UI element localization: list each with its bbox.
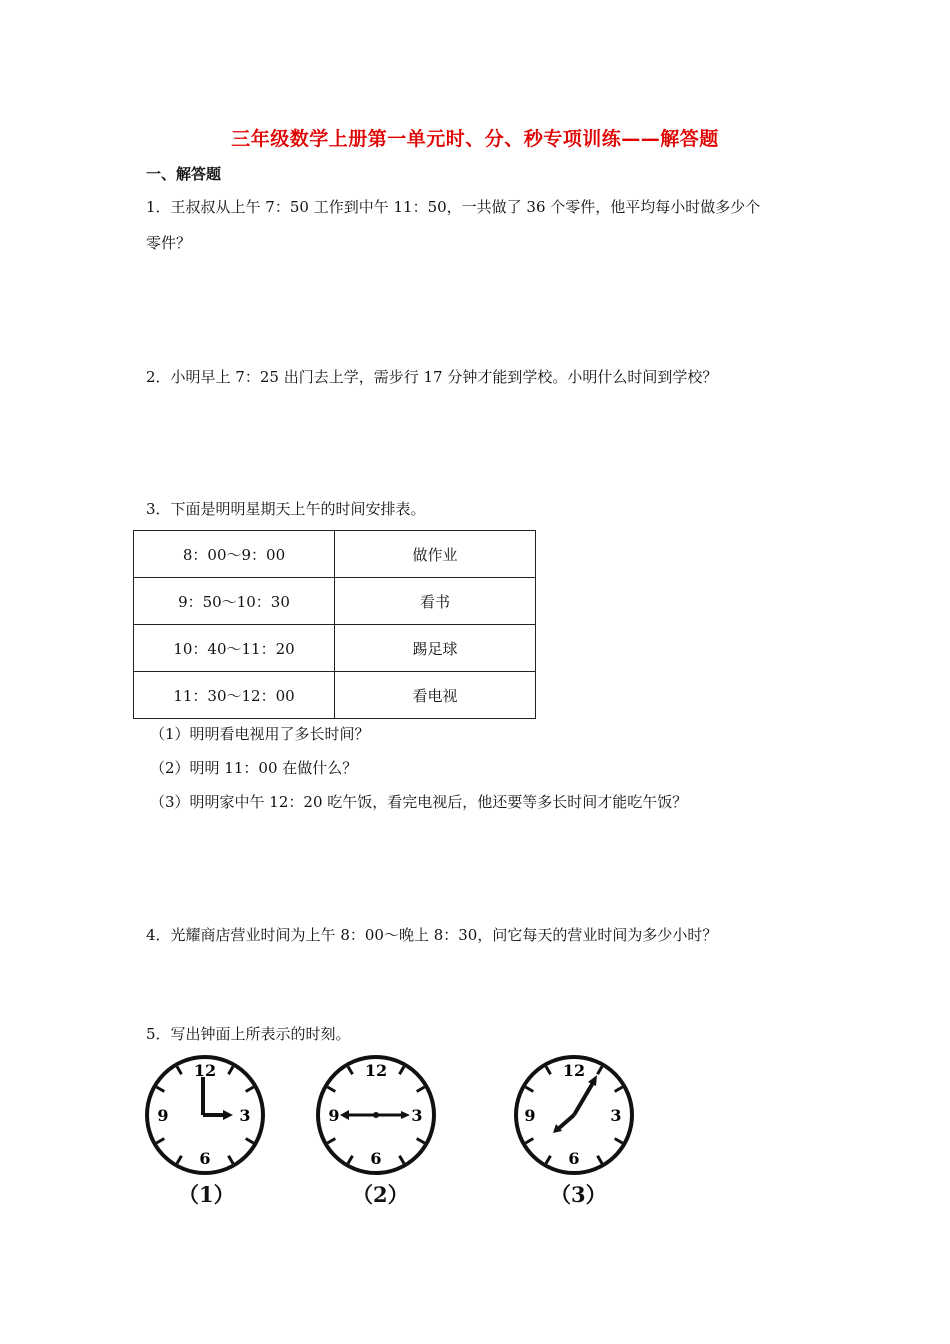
schedule-activity: 做作业 [335,531,536,578]
sub-question-2: （2）明明 11：00 在做什么？ [150,759,358,777]
clock-tick [246,1139,254,1144]
clock-tick [615,1087,623,1092]
minute-hand [574,1081,594,1115]
clock-label-3: （3） [550,1182,607,1207]
clock-tick [417,1087,425,1092]
schedule-activity: 看书 [335,578,536,625]
table-row [134,531,536,578]
question-4: 4．光耀商店营业时间为上午 8：00～晚上 8：30，问它每天的营业时间为多少小时？ [146,926,718,944]
sub-question-3: （3）明明家中午 12：20 吃午饭，看完电视后，他还要等多长时间才能吃午饭？ [150,793,688,811]
numeral-12: 12 [562,1061,586,1080]
clock-face-1 [141,1053,269,1177]
section-heading: 一、解答题 [146,165,222,183]
clock-tick [526,1139,534,1144]
clock-tick [546,1067,551,1075]
clock-tick [348,1067,353,1075]
hour-hand [558,1115,574,1129]
numeral-9: 9 [328,1106,340,1125]
clock-tick [615,1139,623,1144]
clock-tick [177,1067,182,1075]
numeral-9: 9 [524,1106,536,1125]
numeral-3: 3 [239,1106,251,1125]
clock-tick [598,1067,603,1075]
clock-label-2: （2） [352,1182,409,1207]
clock-tick [348,1156,353,1164]
table-row [134,625,536,672]
numeral-12: 12 [364,1061,388,1080]
numeral-6: 6 [370,1149,382,1168]
table-row [134,672,536,719]
numeral-3: 3 [411,1106,423,1125]
clock-tick [157,1087,165,1092]
clock-tick [526,1087,534,1092]
clock-tick [229,1067,234,1075]
sub-question-1: （1）明明看电视用了多长时间？ [150,725,370,743]
page-title: 三年级数学上册第一单元时、分、秒专项训练——解答题 [231,128,719,150]
numeral-6: 6 [568,1149,580,1168]
clock-tick [417,1139,425,1144]
clock-tick [229,1156,234,1164]
clock-label-1: （1） [178,1182,235,1207]
schedule-activity: 踢足球 [335,625,536,672]
clock-tick [400,1067,405,1075]
table-row [134,578,536,625]
clock-tick [328,1139,336,1144]
clock-tick [546,1156,551,1164]
hour-hand-arrow [223,1110,233,1120]
minute-hand-arrow [340,1110,349,1120]
question-3: 3．下面是明明星期天上午的时间安排表。 [146,500,426,518]
schedule-activity: 看电视 [335,672,536,719]
clock-tick [157,1139,165,1144]
clock-tick [246,1087,254,1092]
numeral-9: 9 [157,1106,169,1125]
clock-face-2 [314,1053,442,1177]
schedule-time: 10：40～11：20 [134,625,335,672]
clock-tick [598,1156,603,1164]
hour-hand-arrow [401,1111,410,1119]
question-2: 2．小明早上 7：25 出门去上学，需步行 17 分钟才能到学校。小明什么时间到学校？ [146,368,718,386]
numeral-3: 3 [610,1106,622,1125]
question-5: 5．写出钟面上所表示的时刻。 [146,1025,351,1043]
clock-tick [177,1156,182,1164]
clock-tick [400,1156,405,1164]
numeral-6: 6 [199,1149,211,1168]
numeral-12: 12 [193,1061,217,1080]
schedule-time: 9：50～10：30 [134,578,335,625]
schedule-time: 11：30～12：00 [134,672,335,719]
question-1-line-1: 1．王叔叔从上午 7：50 工作到中午 11：50，一共做了 36 个零件，他平均每小时做多少个 [146,198,761,216]
schedule-time: 8：00～9：00 [134,531,335,578]
clock-tick [328,1087,336,1092]
schedule-table [133,530,536,719]
clock-face-3 [512,1053,640,1177]
question-1-line-2: 零件？ [146,234,192,252]
